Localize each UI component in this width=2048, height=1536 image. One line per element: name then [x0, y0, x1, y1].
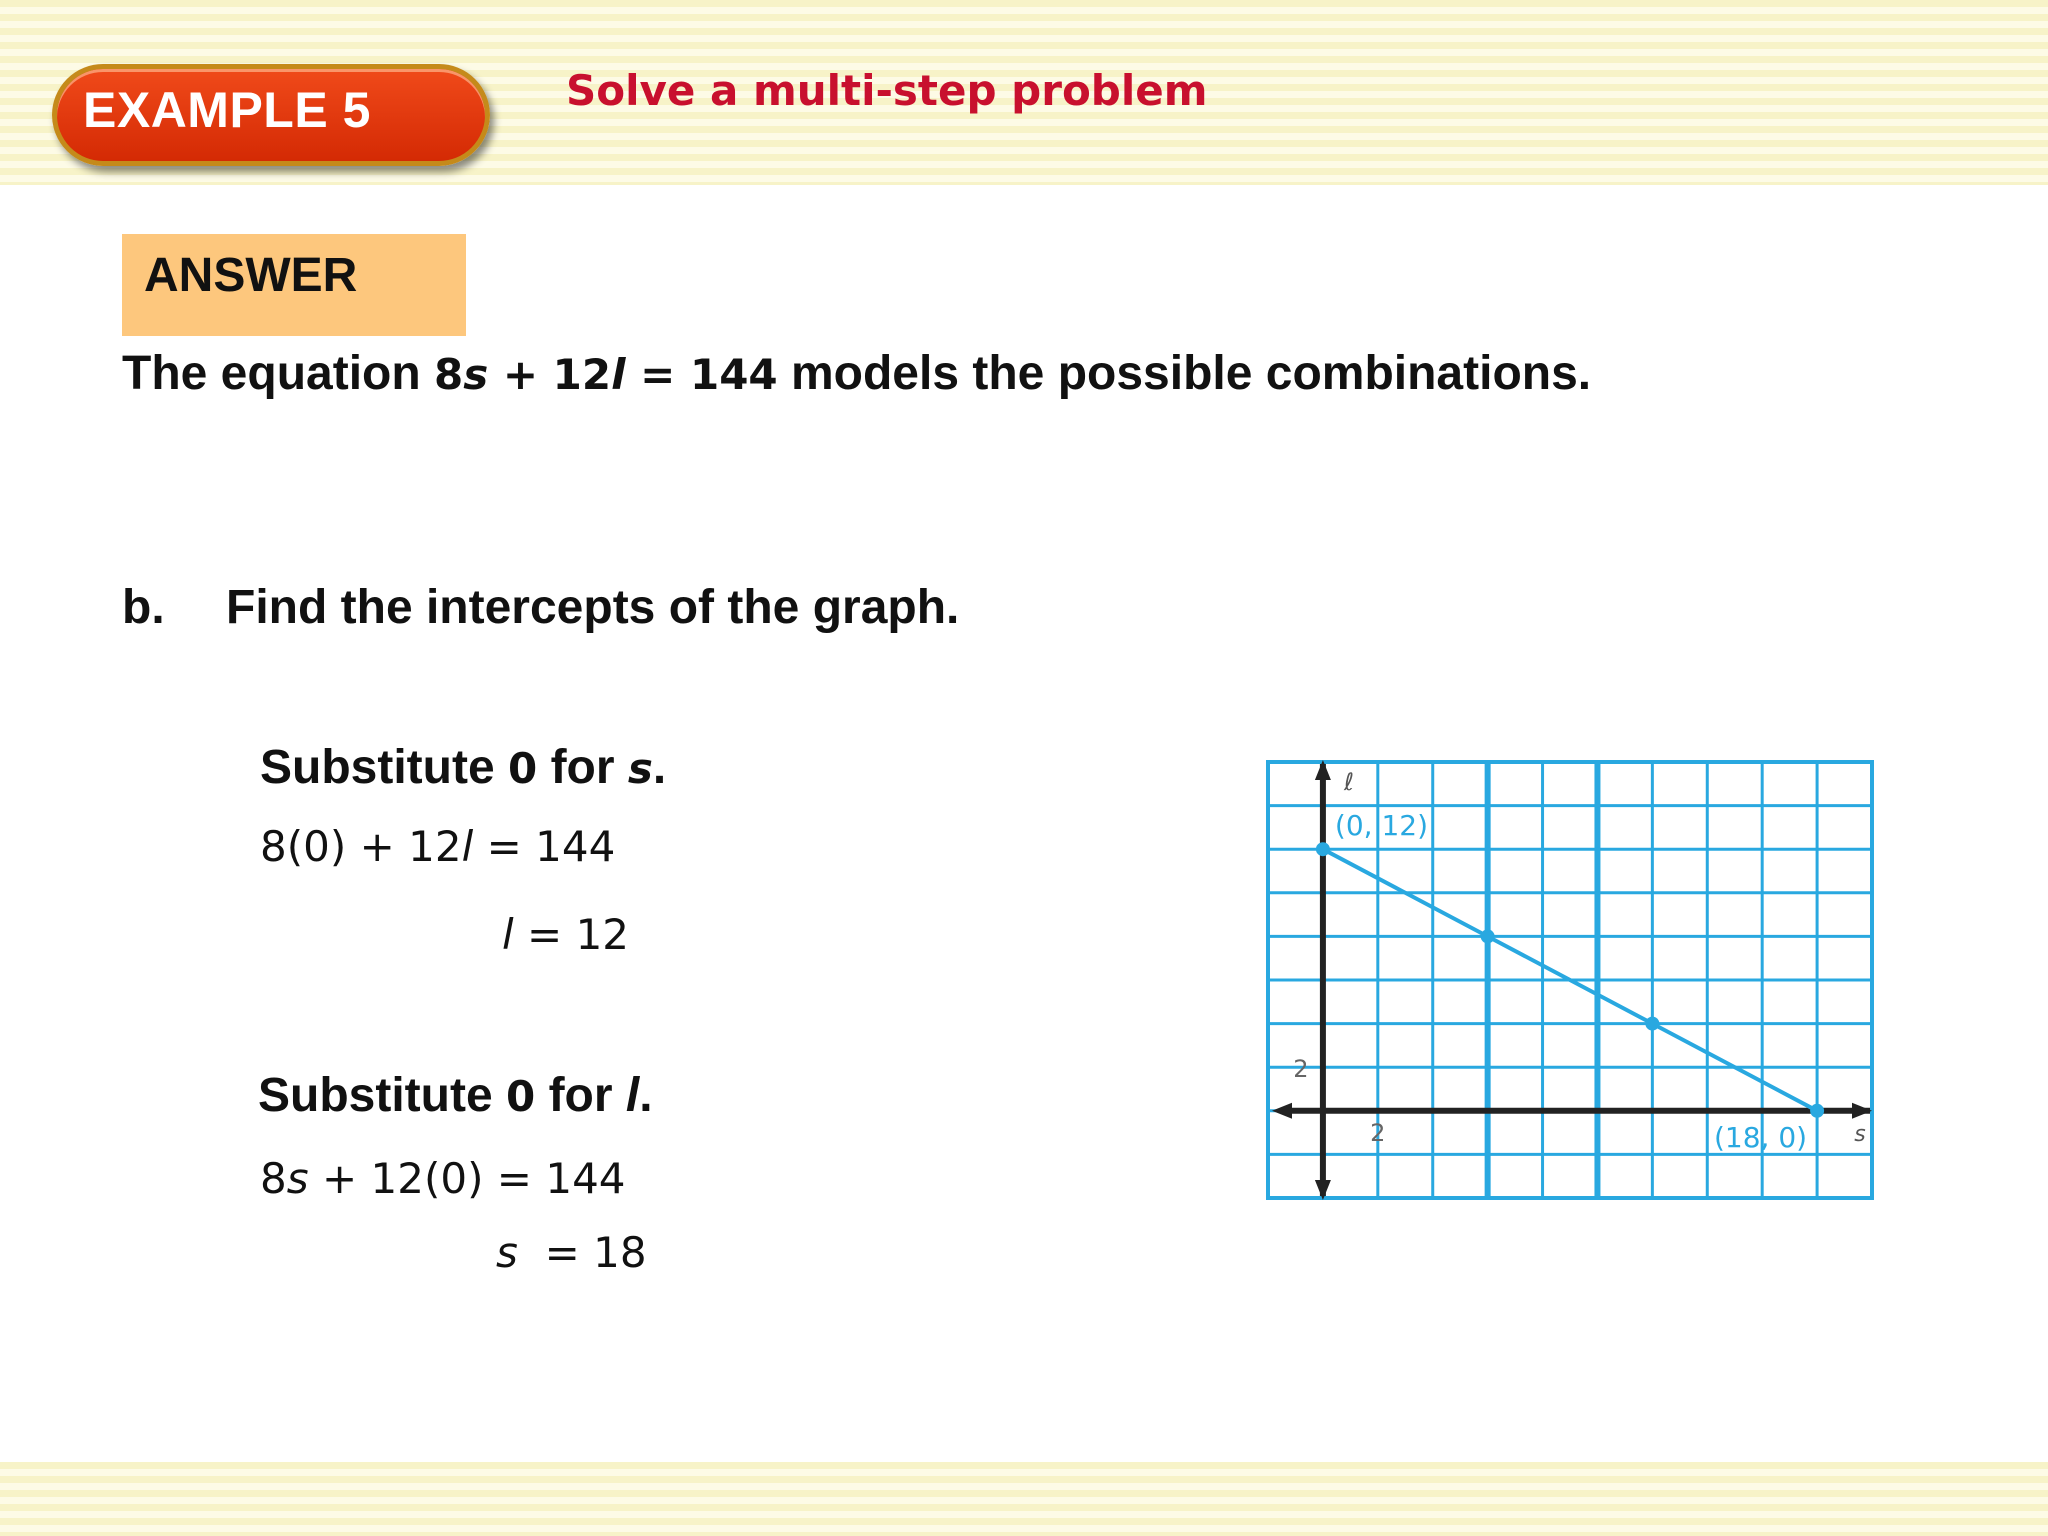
step1-result: l = 12	[502, 910, 630, 959]
step2-equation: 8s + 12(0) = 144	[260, 1154, 626, 1203]
y-tick-label: 2	[1293, 1055, 1309, 1084]
step1-equation: 8(0) + 12l = 144	[260, 822, 616, 871]
intercept-label-l: (0, 12)	[1334, 809, 1429, 843]
answer-statement	[122, 346, 1591, 401]
part-b-text: Find the intercepts of the graph.	[226, 581, 960, 634]
data-point	[1481, 929, 1495, 943]
data-point	[1810, 1104, 1824, 1118]
step2-result: s = 18	[496, 1228, 647, 1277]
step1-heading: Substitute 0 for s.	[260, 741, 667, 794]
answer-box	[122, 234, 466, 336]
answer-post: models the possible combinations.	[777, 347, 1592, 400]
answer-equation: 8s + 12l = 144	[434, 350, 778, 399]
intercept-graph	[1264, 758, 1876, 1202]
x-axis-label: s	[1854, 1121, 1866, 1147]
x-tick-label: 2	[1370, 1118, 1386, 1147]
data-point	[1316, 842, 1330, 856]
intercept-label-s: (18, 0)	[1713, 1120, 1808, 1154]
answer-label: ANSWER	[144, 249, 358, 302]
step2-heading: Substitute 0 for l.	[258, 1069, 653, 1122]
example-title: Solve a multi-step problem	[566, 66, 1208, 115]
footer-band	[0, 1462, 2048, 1536]
answer-pre: The equation	[122, 347, 434, 400]
example-badge	[52, 64, 490, 166]
y-axis-label: ℓ	[1343, 768, 1354, 796]
example-label: EXAMPLE 5	[83, 82, 371, 138]
part-b-marker: b.	[122, 581, 165, 634]
data-point	[1645, 1017, 1659, 1031]
